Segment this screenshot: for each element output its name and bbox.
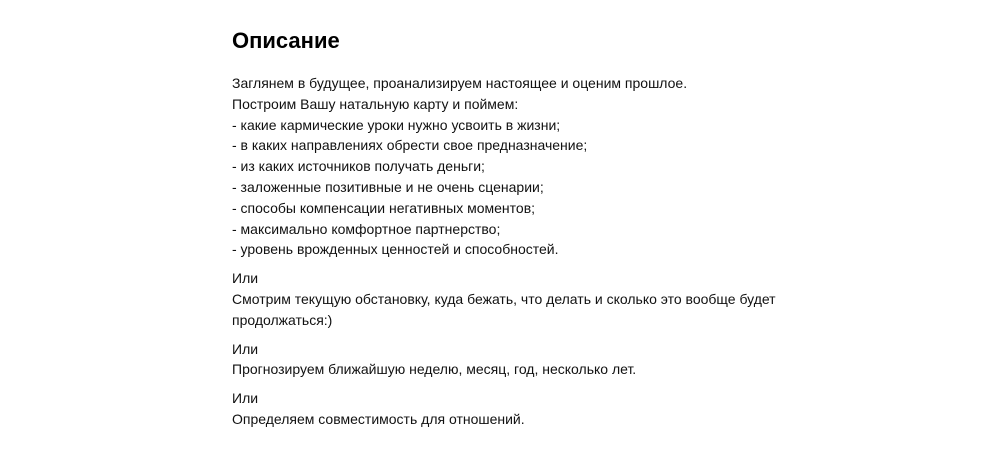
intro-line: Заглянем в будущее, проанализируем настоящее и оценим прошлое. bbox=[232, 75, 688, 91]
list-item: - из каких источников получать деньги; bbox=[232, 158, 485, 175]
spacer bbox=[232, 260, 792, 268]
option-text: Смотрим текущую обстановку, куда бежать, что делать и сколько это вообще будет продолжаться:) bbox=[232, 290, 776, 328]
list-item: - заложенные позитивные и не очень сценарии; bbox=[232, 178, 544, 195]
intro-paragraph bbox=[232, 73, 792, 260]
or-label: Или bbox=[232, 270, 259, 287]
or-label: Или bbox=[232, 390, 259, 407]
intro-line: Построим Вашу натальную карту и поймем: bbox=[232, 95, 519, 112]
list-item: - способы компенсации негативных моментов; bbox=[232, 199, 536, 216]
list-item: - какие кармические уроки нужно усвоить в жизни; bbox=[232, 116, 561, 133]
list-item: - уровень врожденных ценностей и способностей. bbox=[232, 241, 559, 258]
or-label: Или bbox=[232, 340, 259, 357]
description-section bbox=[232, 26, 792, 430]
option-block-1 bbox=[232, 268, 792, 330]
section-title: Описание bbox=[232, 28, 340, 53]
spacer bbox=[232, 331, 792, 339]
option-text: Прогнозируем ближайшую неделю, месяц, год, несколько лет. bbox=[232, 361, 637, 378]
list-item: - в каких направлениях обрести свое предназначение; bbox=[232, 137, 588, 154]
list-item: - максимально комфортное партнерство; bbox=[232, 220, 501, 237]
spacer bbox=[232, 380, 792, 388]
option-block-2 bbox=[232, 339, 792, 381]
option-block-3 bbox=[232, 388, 792, 430]
option-text: Определяем совместимость для отношений. bbox=[232, 410, 525, 427]
